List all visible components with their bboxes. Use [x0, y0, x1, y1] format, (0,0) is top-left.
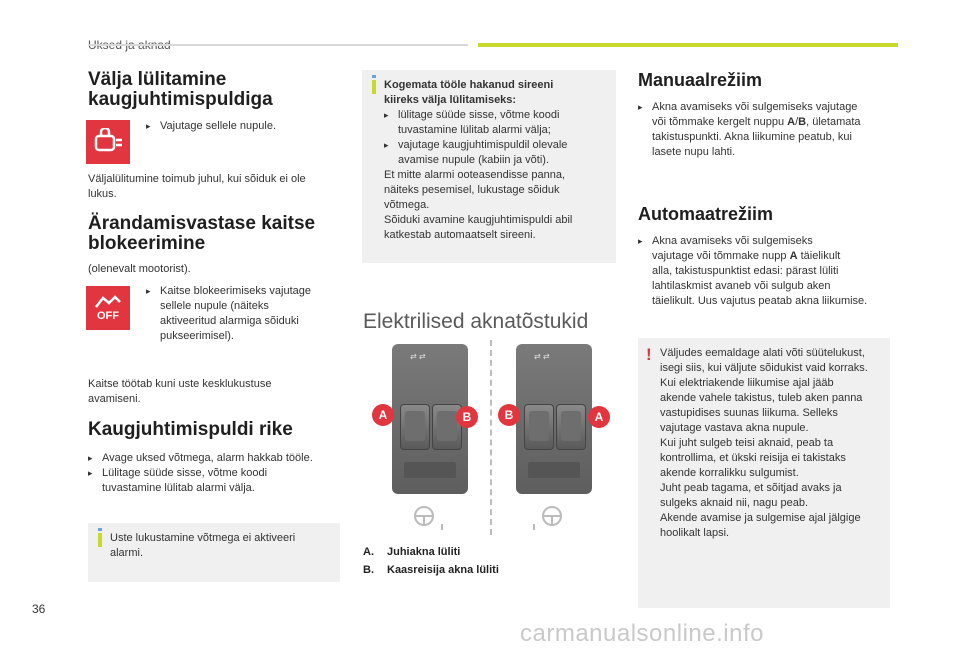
window-switch-illustration [370, 340, 610, 540]
info-icon [372, 80, 376, 94]
siren-bullet-2: ▸ vajutage kaugjuhtimispuldil olevale avamise nupule (kabiin ja võti). [384, 139, 568, 166]
para-disable: Väljalülitumine toimub juhul, kui sõiduk ei ole lukus. [88, 173, 306, 200]
warn-line: isegi siis, kui väljute sõidukist vaid korraks. [660, 362, 868, 374]
driver-window-switch-passenger-side[interactable] [556, 404, 586, 450]
steering-wheel-icon-left [404, 502, 448, 532]
title-immobiliser: Ärandamisvastase kaitse blokeerimine [88, 213, 316, 254]
warn-line: Juht peab tagama, et sõitjad avaks ja [660, 482, 842, 494]
warn-line: vastupidises suunas liikuma. Selleks [660, 407, 838, 419]
label-a-left: A [372, 404, 394, 426]
driver-switch-panel: ⇄ ⇄ [392, 344, 468, 494]
off-label: OFF [97, 310, 119, 322]
warn-line: Kui juht sulgeb teisi aknaid, peab ta [660, 437, 834, 449]
driver-window-switch[interactable] [400, 404, 430, 450]
warn-line: Kui elektriakende liikumise ajal jääb [660, 377, 834, 389]
passenger-switch-panel: ⇄ ⇄ [516, 344, 592, 494]
steering-wheel-icon-right [532, 502, 576, 532]
warn-line: Väljudes eemaldage alati võti süütelukust, [660, 347, 865, 359]
warning-note-windows [638, 338, 890, 608]
title-auto-mode: Automaatrežiim [638, 204, 774, 224]
warning-icon: ! [646, 345, 652, 364]
info-note-siren: Kogemata tööle hakanud sireeni kiireks välja lülitamiseks: ▸ lülitage süüde sisse, võtme koodi tuvastamine lülitab alarmi välja; ▸ vajutage kaugjuhtimispuldil olevale avamise nupule (kabiin ja võti). Et mitte alarmi ooteasendisse panna, näiteks pesemisel, lukustage sõiduk võtmega. Sõiduki avamine kaugjuhtimispuldi abil katkestab automaatselt sireeni. [362, 70, 616, 263]
title-remote-failure: Kaugjuhtimispuldi rike [88, 419, 293, 440]
header-rule-grey [88, 44, 468, 46]
siren-bullet-1: ▸ lülitage süüde sisse, võtme koodi tuvastamine lülitab alarmi välja; [384, 109, 560, 136]
warn-line: kontrollima, et ükski reisija ei takistaks [660, 452, 846, 464]
immobiliser-off-icon [86, 286, 130, 330]
title-electric-windows: Elektrilised aknatõstukid [363, 310, 589, 333]
warn-line: akende vahele takistus, tuleb aken panna [660, 392, 863, 404]
remote-alarm-icon [86, 120, 130, 164]
legend [363, 543, 499, 579]
bullet-auto: ▸ Akna avamiseks või sulgemiseks vajutage või tõmmake nupp A täielikult alla, takistuspunktist edasi: pärast lüliti lahtilaskmist avaneb või sulgub aken täielikult. Uus vajutus peatab akna liikumise. [638, 235, 868, 307]
bullet-press: ▸ Vajutage sellele nupule. [146, 120, 276, 132]
legend-a: A. Juhiakna lüliti [363, 546, 461, 558]
watermark: carmanualsonline.info [520, 620, 764, 647]
legend-b: B. Kaasreisija akna lüliti [363, 564, 499, 576]
bullet-fail-2: ▸ Lülitage süüde sisse, võtme koodi tuvastamine lülitab alarmi välja. [88, 467, 268, 494]
bullet-block: ▸ Kaitse blokeerimiseks vajutage sellele nupule (näiteks aktiveeritud alarmiga sõiduki pukseerimisel). [146, 285, 312, 342]
page-number: 36 [32, 602, 46, 616]
para-protection: Kaitse töötab kuni uste kesklukustuse avamiseni. [88, 378, 272, 405]
info-note-key-lock: Uste lukustamine võtmega ei aktiveeri alarmi. [88, 523, 340, 582]
passenger-window-switch[interactable] [524, 404, 554, 450]
info-icon [98, 533, 102, 547]
header-rule-green [478, 43, 898, 47]
bullet-fail-1: ▸ Avage uksed võtmega, alarm hakkab tööle. [88, 452, 313, 464]
warn-line: Akende avamise ja sulgemise ajal jälgige [660, 512, 861, 524]
bullet-manual: ▸ Akna avamiseks või sulgemiseks vajutage või tõmmake kergelt nuppu A/B, ületamata takistuspunkti. Akna liikumine peatub, kui lasete nupu lahti. [638, 101, 861, 158]
label-b-right: B [498, 404, 520, 426]
optional-note: (olenevalt mootorist). [88, 263, 191, 275]
warn-line: vajutage vastava akna nupule. [660, 422, 809, 434]
title-remote-disable: Välja lülitamine kaugjuhtimispuldiga [88, 69, 273, 110]
title-manual-mode: Manuaalrežiim [638, 70, 763, 90]
warn-line: hoolikalt lapsi. [660, 527, 730, 539]
warn-line: akende korralikku sulgumist. [660, 467, 799, 479]
warn-line: sulgeks aknaid nii, nagu peab. [660, 497, 808, 509]
label-b-left: B [456, 406, 478, 428]
label-a-right: A [588, 406, 610, 428]
